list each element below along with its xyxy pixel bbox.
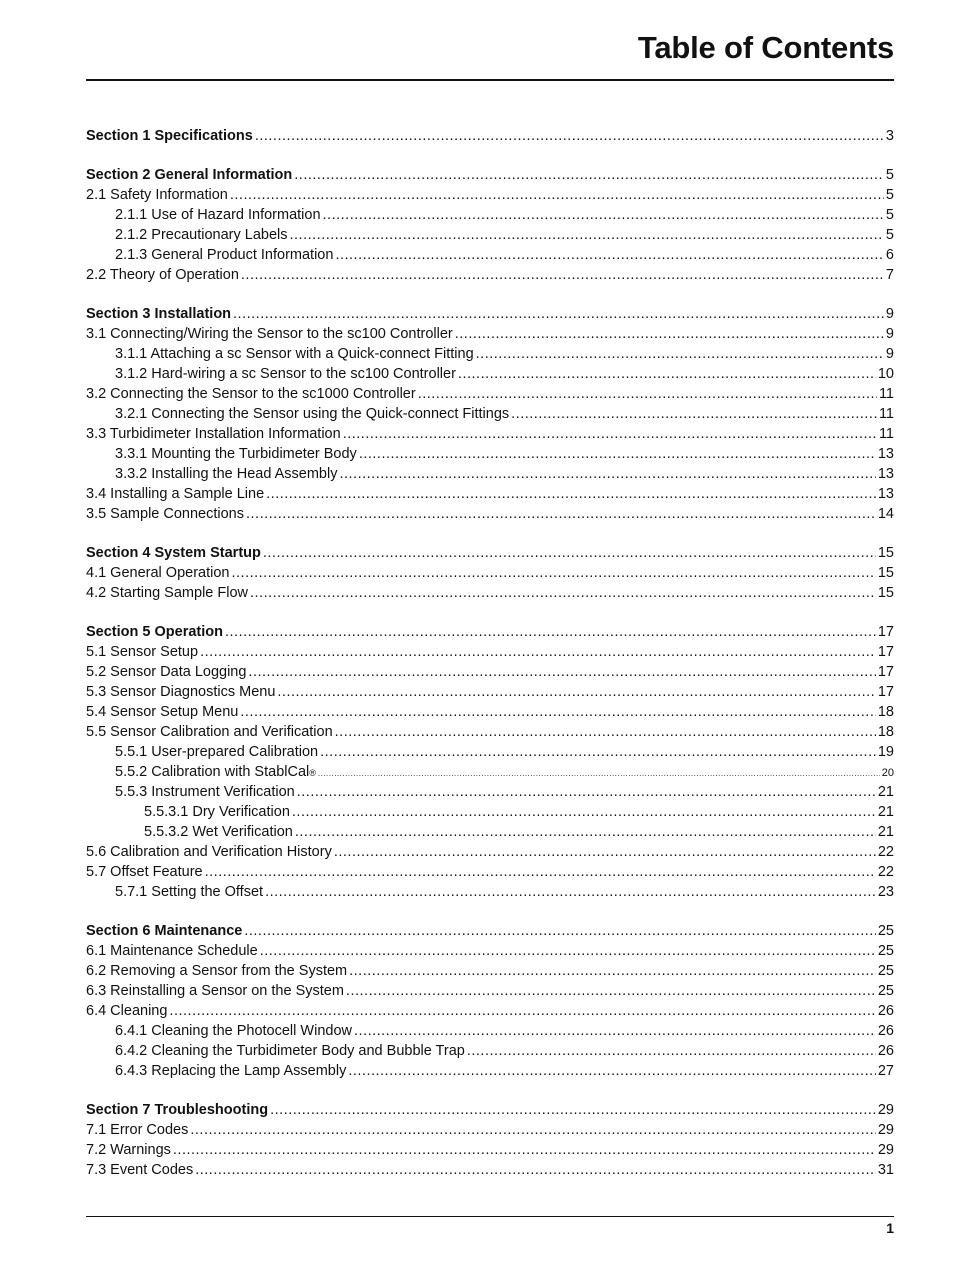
toc-entry-page: 11: [878, 406, 894, 422]
page-title: Table of Contents: [637, 30, 894, 65]
dot-leader: [248, 662, 875, 682]
toc-entry-title: 3.2.1 Connecting the Sensor using the Quick-connect Fittings: [115, 406, 510, 422]
toc-entry[interactable]: [86, 304, 894, 324]
toc-entry[interactable]: [86, 205, 894, 225]
toc-entry-title: 6.3 Reinstalling a Sensor on the System: [86, 983, 344, 999]
toc-entry-title: 5.4 Sensor Setup Menu: [86, 704, 239, 720]
toc-entry-title: 3.3.2 Installing the Head Assembly: [115, 466, 338, 482]
toc-entry-title: 5.5.3.2 Wet Verification: [144, 824, 293, 840]
toc-entry[interactable]: [86, 404, 894, 424]
toc-entry-title: 3.1 Connecting/Wiring the Sensor to the sc100 Controller: [86, 326, 453, 342]
toc-entry[interactable]: [86, 1160, 894, 1180]
dot-leader: [260, 941, 876, 961]
toc-entry-page: 25: [877, 943, 894, 959]
toc-entry[interactable]: [86, 1061, 894, 1081]
toc-entry-title: 3.4 Installing a Sample Line: [86, 486, 265, 502]
dot-leader: [225, 622, 876, 642]
toc-entry-page: 17: [877, 644, 894, 660]
dot-leader: [231, 563, 875, 583]
toc-entry-page: 17: [877, 664, 894, 680]
toc-entry-page: 26: [877, 1003, 894, 1019]
toc-entry-page: 18: [877, 704, 894, 720]
dot-leader: [349, 961, 876, 981]
dot-leader: [250, 583, 876, 603]
toc-entry[interactable]: [86, 583, 894, 603]
toc-entry-title: 5.1 Sensor Setup: [86, 644, 199, 660]
toc-entry-title: 6.1 Maintenance Schedule: [86, 943, 258, 959]
dot-leader: [246, 504, 876, 524]
toc-entry[interactable]: [86, 921, 894, 941]
toc-entry-title: 4.1 General Operation: [86, 565, 230, 581]
dot-leader: [335, 722, 876, 742]
toc-entry-page: 10: [877, 366, 894, 382]
toc-entry-page: 17: [877, 624, 894, 640]
toc-entry-title: 3.1.2 Hard-wiring a sc Sensor to the sc100 Controller: [115, 366, 456, 382]
toc-entry[interactable]: [86, 444, 894, 464]
dot-leader: [335, 245, 883, 265]
dot-leader: [190, 1120, 876, 1140]
toc-entry-title: 7.3 Event Codes: [86, 1162, 194, 1178]
toc-entry-title: 4.2 Starting Sample Flow: [86, 585, 248, 601]
dot-leader: [233, 304, 884, 324]
toc-entry-page: 27: [877, 1063, 894, 1079]
toc-entry-page: 22: [877, 844, 894, 860]
toc-entry[interactable]: [86, 185, 894, 205]
toc-entry-title: 3.5 Sample Connections: [86, 506, 244, 522]
toc-entry[interactable]: [86, 1120, 894, 1140]
toc-entry-title: 7.2 Warnings: [86, 1142, 171, 1158]
dot-leader: [458, 364, 876, 384]
toc-entry-title: 6.2 Removing a Sensor from the System: [86, 963, 348, 979]
toc-entry[interactable]: [86, 1001, 894, 1021]
toc-entry-title: Section 2 General Information: [86, 167, 293, 183]
toc-entry-title: 5.7 Offset Feature: [86, 864, 203, 880]
dot-leader: [270, 1100, 876, 1120]
dot-leader: [334, 842, 876, 862]
toc-entry-page: 3: [885, 128, 894, 144]
toc-entry-page: 7: [885, 267, 894, 283]
toc-entry-page: 13: [877, 446, 894, 462]
toc-entry-title: 5.6 Calibration and Verification History: [86, 844, 332, 860]
dot-leader: [294, 165, 884, 185]
dot-leader: [455, 324, 884, 344]
toc-entry-title: 3.2 Connecting the Sensor to the sc1000 Controller: [86, 386, 416, 402]
toc-entry[interactable]: [86, 504, 894, 524]
toc-entry-title: 5.5.1 User-prepared Calibration: [115, 744, 319, 760]
toc-entry-page: 29: [877, 1102, 894, 1118]
toc-entry[interactable]: [86, 1021, 894, 1041]
dot-leader: [265, 882, 876, 902]
dot-leader: [343, 424, 877, 444]
toc-entry-page: 18: [877, 724, 894, 740]
toc-entry-title: 5.5.2 Calibration with StablCal: [115, 764, 310, 780]
dot-leader: [339, 464, 875, 484]
toc-entry-title: 5.5.3.1 Dry Verification: [144, 804, 290, 820]
toc-entry[interactable]: [86, 882, 894, 902]
toc-entry-page: 26: [877, 1043, 894, 1059]
toc-entry-title: 6.4.1 Cleaning the Photocell Window: [115, 1023, 352, 1039]
dot-leader: [173, 1140, 876, 1160]
toc-entry-title: 5.5.3 Instrument Verification: [115, 784, 295, 800]
toc-entry[interactable]: [86, 822, 894, 842]
toc-entry[interactable]: [86, 543, 894, 563]
dot-leader: [290, 225, 884, 245]
dot-leader: [418, 384, 877, 404]
toc-entry-title: Section 3 Installation: [86, 306, 232, 322]
toc-entry-title: 2.1.2 Precautionary Labels: [115, 227, 288, 243]
toc-entry-page: 5: [885, 227, 894, 243]
toc-entry[interactable]: [86, 563, 894, 583]
toc-entry[interactable]: [86, 642, 894, 662]
dot-leader: [241, 265, 884, 285]
toc-entry-title: 2.2 Theory of Operation: [86, 267, 239, 283]
dot-leader: [244, 921, 876, 941]
dot-leader: [255, 126, 884, 146]
toc-entry-page: 21: [877, 824, 894, 840]
toc-entry[interactable]: [86, 344, 894, 364]
toc-entry[interactable]: [86, 941, 894, 961]
toc-entry-page: 25: [877, 983, 894, 999]
toc-entry-page: 25: [877, 923, 894, 939]
toc-entry[interactable]: [86, 464, 894, 484]
dot-leader: [277, 682, 875, 702]
dot-leader: [266, 484, 876, 504]
toc-entry[interactable]: [86, 762, 894, 782]
toc-entry-page: 26: [877, 1023, 894, 1039]
toc-entry-title: 3.3 Turbidimeter Installation Information: [86, 426, 341, 442]
toc-entry[interactable]: [86, 484, 894, 504]
toc-entry-page: 11: [878, 386, 894, 402]
dot-leader: [200, 642, 876, 662]
toc-entry[interactable]: [86, 702, 894, 722]
page-number: 1: [886, 1220, 894, 1236]
dot-leader: [169, 1001, 875, 1021]
registered-mark: ®: [309, 768, 316, 778]
toc-entry[interactable]: [86, 324, 894, 344]
toc-entry-title: 6.4.3 Replacing the Lamp Assembly: [115, 1063, 347, 1079]
toc-entry[interactable]: [86, 662, 894, 682]
dot-leader: [348, 1061, 876, 1081]
toc-entry-page: 15: [877, 585, 894, 601]
toc-entry-page: 22: [877, 864, 894, 880]
dot-leader: [230, 185, 884, 205]
toc-entry[interactable]: [86, 682, 894, 702]
toc-entry[interactable]: [86, 802, 894, 822]
dot-leader: [511, 404, 877, 424]
toc-entry[interactable]: [86, 961, 894, 981]
toc-entry-page: 5: [885, 167, 894, 183]
toc-entry-page: 9: [885, 326, 894, 342]
toc-entry[interactable]: [86, 981, 894, 1001]
toc-entry-page: 17: [877, 684, 894, 700]
toc-entry-page: 14: [877, 506, 894, 522]
toc-entry-title: 5.2 Sensor Data Logging: [86, 664, 247, 680]
table-of-contents: [86, 126, 894, 1180]
toc-entry-page: 29: [877, 1142, 894, 1158]
dot-leader: [295, 822, 876, 842]
dot-leader: [240, 702, 876, 722]
toc-entry-page: 25: [877, 963, 894, 979]
toc-entry-page: 11: [878, 426, 894, 442]
dot-leader: [467, 1041, 876, 1061]
footer-rule: [86, 1216, 894, 1217]
toc-entry-page: 5: [885, 187, 894, 203]
toc-entry-page: 21: [877, 804, 894, 820]
toc-entry[interactable]: [86, 1100, 894, 1120]
toc-entry-title: 3.3.1 Mounting the Turbidimeter Body: [115, 446, 357, 462]
dot-leader: [354, 1021, 876, 1041]
header-rule: [86, 79, 894, 81]
dot-leader: [205, 862, 876, 882]
toc-entry[interactable]: [86, 722, 894, 742]
toc-entry-title: Section 7 Troubleshooting: [86, 1102, 269, 1118]
toc-entry[interactable]: [86, 165, 894, 185]
toc-entry[interactable]: [86, 1140, 894, 1160]
toc-entry-title: Section 4 System Startup: [86, 545, 261, 561]
toc-entry-page: 13: [877, 486, 894, 502]
dot-leader: [292, 802, 876, 822]
dot-leader: [195, 1160, 876, 1180]
toc-entry-page: 31: [877, 1162, 894, 1178]
toc-entry-title: 5.5 Sensor Calibration and Verification: [86, 724, 333, 740]
toc-entry-page: 19: [877, 744, 894, 760]
toc-entry[interactable]: [86, 245, 894, 265]
toc-entry[interactable]: [86, 265, 894, 285]
toc-entry[interactable]: [86, 622, 894, 642]
dot-leader: [297, 782, 876, 802]
toc-entry[interactable]: [86, 225, 894, 245]
toc-entry-page: 21: [877, 784, 894, 800]
toc-entry-title: 6.4.2 Cleaning the Turbidimeter Body and Bubble Trap: [115, 1043, 465, 1059]
toc-entry[interactable]: [86, 384, 894, 404]
toc-entry-page: 15: [877, 565, 894, 581]
toc-entry-title: 6.4 Cleaning: [86, 1003, 168, 1019]
toc-entry-title: 2.1.1 Use of Hazard Information: [115, 207, 321, 223]
dot-leader: [320, 742, 876, 762]
toc-entry-title: Section 5 Operation: [86, 624, 223, 640]
toc-entry-title: 2.1.3 General Product Information: [115, 247, 334, 263]
toc-entry-page: 6: [885, 247, 894, 263]
toc-entry-title: 3.1.1 Attaching a sc Sensor with a Quick-connect Fitting: [115, 346, 474, 362]
toc-entry[interactable]: [86, 862, 894, 882]
toc-entry-page: 29: [877, 1122, 894, 1138]
toc-entry[interactable]: [86, 1041, 894, 1061]
toc-entry-title: 2.1 Safety Information: [86, 187, 228, 203]
toc-entry-page: 9: [885, 346, 894, 362]
toc-entry[interactable]: [86, 364, 894, 384]
toc-entry[interactable]: [86, 126, 894, 146]
toc-entry-page: 13: [877, 466, 894, 482]
toc-entry-title: Section 6 Maintenance: [86, 923, 243, 939]
toc-entry-page: 15: [877, 545, 894, 561]
dot-leader: [346, 981, 876, 1001]
toc-entry-page: 20: [881, 767, 894, 779]
toc-entry-page: 23: [877, 884, 894, 900]
toc-entry-title: Section 1 Specifications: [86, 128, 253, 144]
toc-entry[interactable]: [86, 424, 894, 444]
dot-leader: [263, 543, 876, 563]
toc-entry-title: 5.7.1 Setting the Offset: [115, 884, 264, 900]
toc-entry-title: 5.3 Sensor Diagnostics Menu: [86, 684, 276, 700]
dot-leader: [323, 205, 884, 225]
dot-leader: [476, 344, 884, 364]
toc-entry-page: 9: [885, 306, 894, 322]
dot-leader: [359, 444, 876, 464]
toc-entry[interactable]: [86, 782, 894, 802]
toc-entry-title: 7.1 Error Codes: [86, 1122, 189, 1138]
toc-entry[interactable]: [86, 842, 894, 862]
toc-entry-page: 5: [885, 207, 894, 223]
dot-leader: [318, 764, 880, 784]
toc-entry[interactable]: [86, 742, 894, 762]
